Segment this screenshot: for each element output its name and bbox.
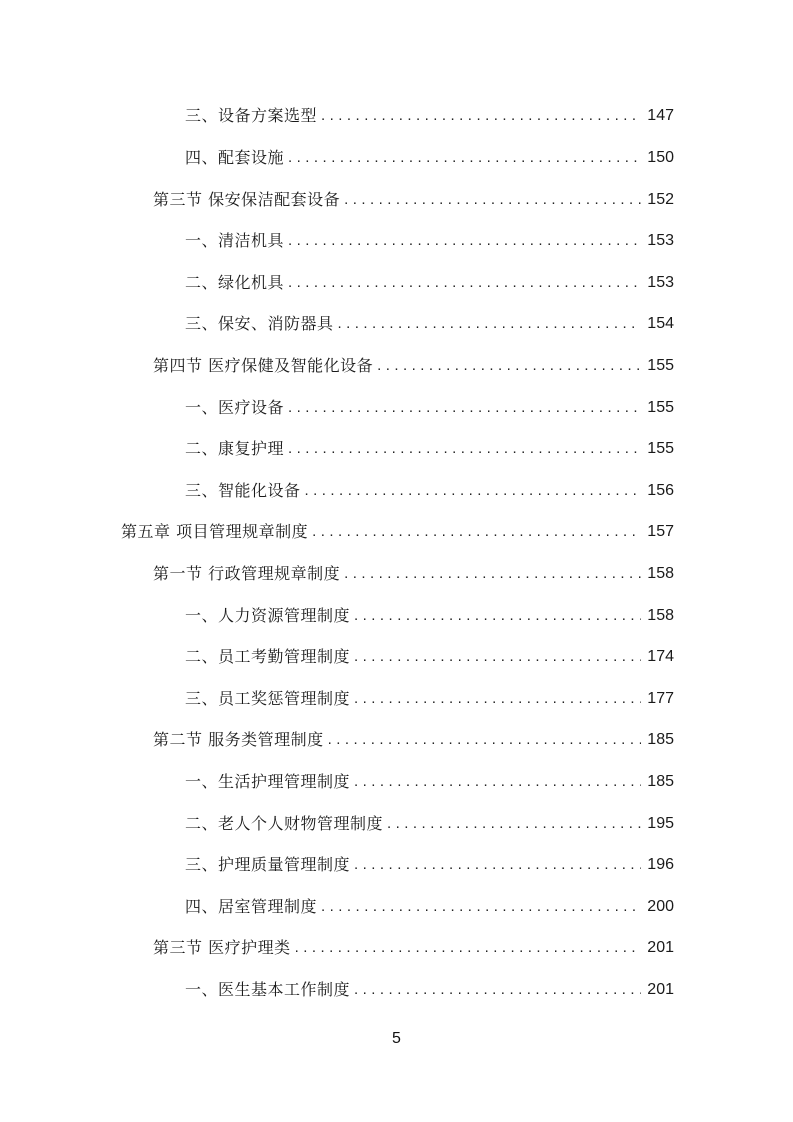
dot-leader	[344, 562, 641, 586]
toc-entry[interactable]	[153, 728, 674, 752]
toc-entry-page: 147	[647, 107, 674, 124]
toc-entry-title: 二、员工考勤管理制度	[185, 647, 351, 666]
toc-entry[interactable]	[185, 104, 674, 128]
dot-leader	[377, 354, 641, 378]
dot-leader	[288, 437, 641, 461]
dot-leader	[305, 479, 642, 503]
toc-entry-title: 第四节 医疗保健及智能化设备	[153, 356, 374, 375]
toc-entry-title: 一、医疗设备	[185, 398, 285, 417]
toc-entry-title: 一、医生基本工作制度	[185, 980, 351, 999]
toc-entry-page: 155	[647, 440, 674, 457]
toc-entry[interactable]	[185, 396, 674, 420]
dot-leader	[338, 312, 642, 336]
toc-entry-title: 一、清洁机具	[185, 231, 285, 250]
toc-entry[interactable]	[185, 895, 674, 919]
dot-leader	[321, 895, 641, 919]
toc-entry-title: 二、绿化机具	[185, 273, 285, 292]
toc-entry[interactable]	[185, 479, 674, 503]
toc-entry-page: 154	[647, 315, 674, 332]
toc-entry[interactable]	[185, 853, 674, 877]
toc-entry-title: 四、居室管理制度	[185, 897, 318, 916]
dot-leader	[288, 396, 641, 420]
dot-leader	[387, 812, 641, 836]
toc-entry-page: 196	[647, 856, 674, 873]
toc-entry-page: 185	[647, 731, 674, 748]
toc-entry-title: 三、员工奖惩管理制度	[185, 689, 351, 708]
toc-entry[interactable]	[185, 812, 674, 836]
toc-entry-title: 三、智能化设备	[185, 481, 301, 500]
dot-leader	[312, 520, 641, 544]
dot-leader	[328, 728, 642, 752]
toc-entry-title: 三、设备方案选型	[185, 106, 318, 125]
toc-entry-title: 一、人力资源管理制度	[185, 606, 351, 625]
toc-entry-title: 二、老人个人财物管理制度	[185, 814, 384, 833]
toc-entry-page: 152	[647, 191, 674, 208]
toc-entry-page: 153	[647, 232, 674, 249]
dot-leader	[354, 978, 641, 1002]
dot-leader	[354, 853, 641, 877]
toc-entry[interactable]	[153, 354, 674, 378]
toc-entry-page: 201	[647, 939, 674, 956]
toc-entry-title: 第一节 行政管理规章制度	[153, 564, 341, 583]
toc-entry-title: 三、保安、消防器具	[185, 314, 334, 333]
toc-entry[interactable]	[185, 229, 674, 253]
toc-entry[interactable]	[185, 312, 674, 336]
toc-entry[interactable]	[185, 770, 674, 794]
toc-entry[interactable]	[153, 188, 674, 212]
toc-entry-page: 158	[647, 565, 674, 582]
toc-entry-title: 一、生活护理管理制度	[185, 772, 351, 791]
toc-entry-page: 155	[647, 357, 674, 374]
toc-entry-page: 201	[647, 981, 674, 998]
toc-entry-title: 三、护理质量管理制度	[185, 855, 351, 874]
toc-entry[interactable]	[185, 146, 674, 170]
dot-leader	[354, 604, 641, 628]
toc-entry-page: 158	[647, 607, 674, 624]
toc-entry-page: 174	[647, 648, 674, 665]
toc-entry[interactable]	[185, 437, 674, 461]
dot-leader	[288, 229, 641, 253]
dot-leader	[288, 271, 641, 295]
toc-entry[interactable]	[185, 604, 674, 628]
dot-leader	[288, 146, 641, 170]
toc-entry-title: 第二节 服务类管理制度	[153, 730, 324, 749]
toc-entry-page: 200	[647, 898, 674, 915]
toc-entry-page: 150	[647, 149, 674, 166]
toc-entry-title: 第三节 保安保洁配套设备	[153, 190, 341, 209]
toc-entry[interactable]	[185, 271, 674, 295]
toc-entry-page: 157	[647, 523, 674, 540]
toc-entry-title: 第三节 医疗护理类	[153, 938, 291, 957]
page-number: 5	[392, 1030, 401, 1047]
toc-entry-page: 153	[647, 274, 674, 291]
toc-entry-page: 156	[647, 482, 674, 499]
dot-leader	[295, 936, 642, 960]
toc-entry-page: 185	[647, 773, 674, 790]
toc-entry-title: 四、配套设施	[185, 148, 285, 167]
toc-entry[interactable]	[153, 936, 674, 960]
toc-entry-page: 177	[647, 690, 674, 707]
toc-entry[interactable]	[185, 978, 674, 1002]
toc-entry-page: 155	[647, 399, 674, 416]
dot-leader	[354, 687, 641, 711]
toc-entry[interactable]	[153, 562, 674, 586]
dot-leader	[354, 770, 641, 794]
dot-leader	[344, 188, 641, 212]
toc-entry[interactable]	[185, 687, 674, 711]
toc-entry[interactable]	[185, 645, 674, 669]
toc-entry-title: 二、康复护理	[185, 439, 285, 458]
dot-leader	[354, 645, 641, 669]
dot-leader	[321, 104, 641, 128]
toc-entry-page: 195	[647, 815, 674, 832]
toc-entry-title: 第五章 项目管理规章制度	[121, 522, 309, 541]
toc-entry[interactable]	[121, 520, 674, 544]
